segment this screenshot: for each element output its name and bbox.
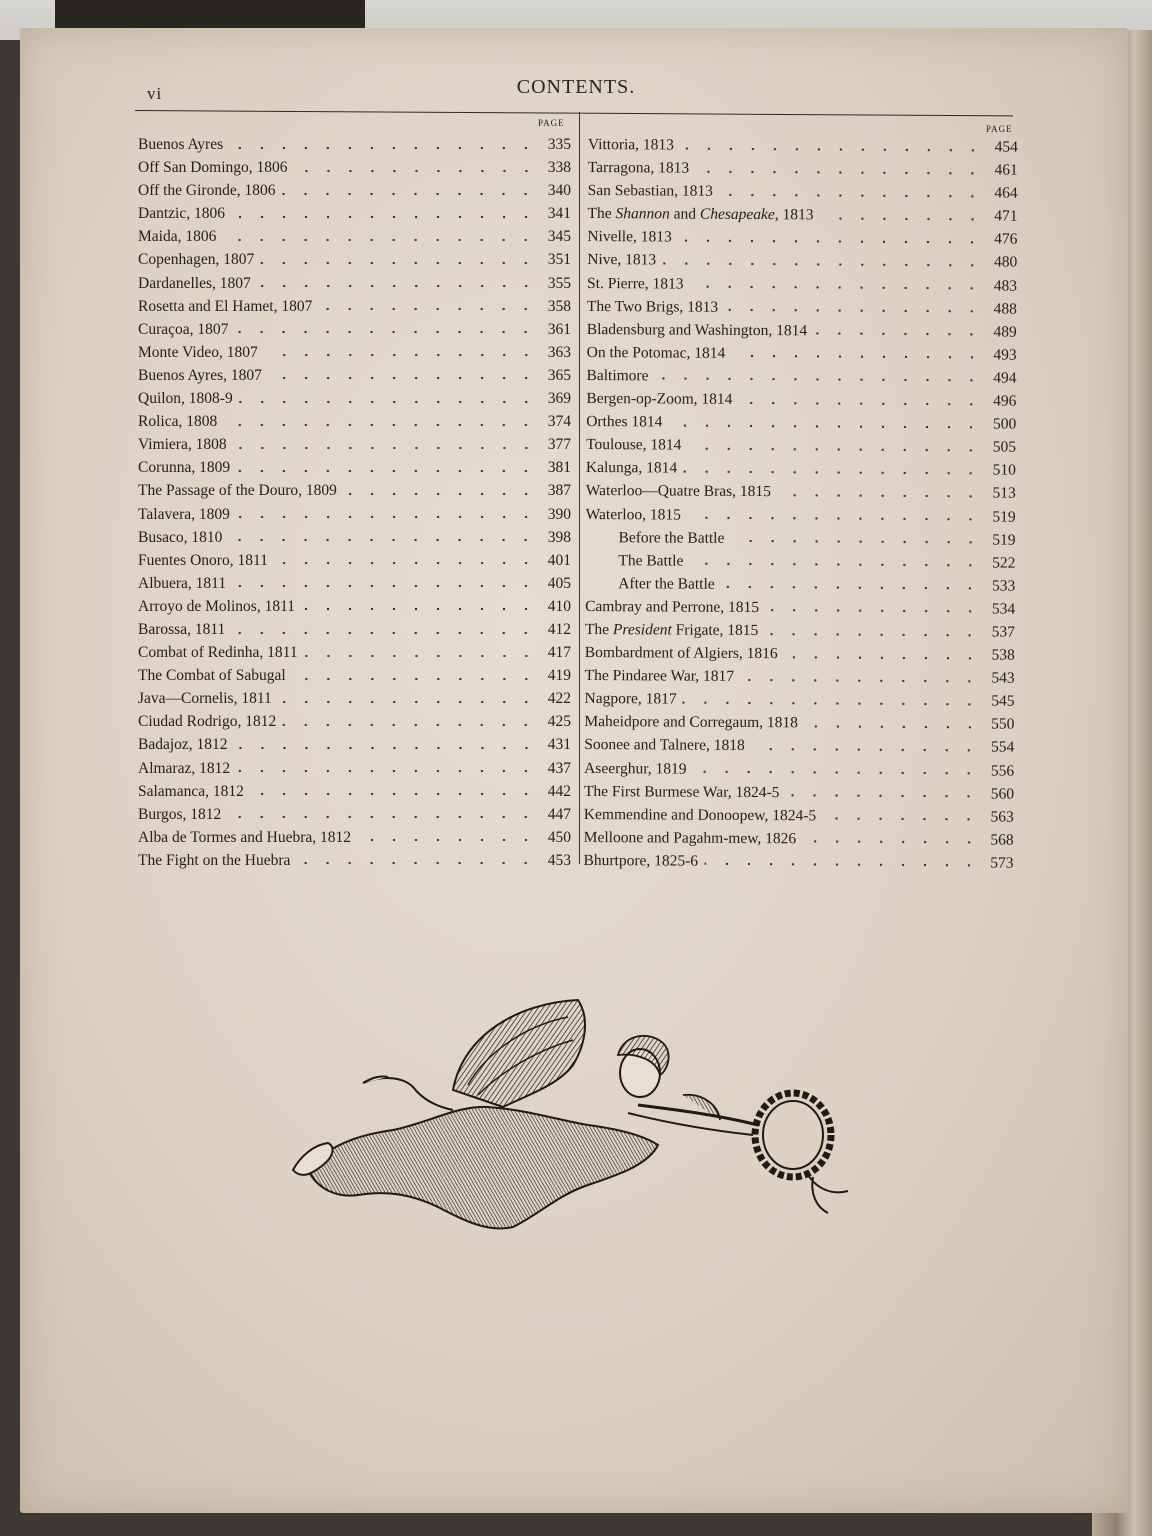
toc-entry xyxy=(138,456,571,479)
toc-entry-title: Orthes 1814 xyxy=(586,413,663,431)
toc-entry-title: Vimiera, 1808 xyxy=(138,436,227,454)
dot-leader xyxy=(689,562,981,568)
dot-leader xyxy=(257,284,537,288)
toc-entry xyxy=(587,295,1017,321)
dot-leader xyxy=(234,746,537,750)
toc-entry xyxy=(138,272,571,295)
toc-entry-title: Bergen-op-Zoom, 1814 xyxy=(586,390,733,408)
toc-entry-page: 419 xyxy=(547,667,571,685)
toc-entry xyxy=(138,248,571,271)
dot-leader xyxy=(731,354,982,360)
toc-entry xyxy=(138,780,571,803)
toc-entry-title: Kemmendine and Donoopew, 1824-5 xyxy=(583,805,817,825)
toc-entry-title: Arroyo de Molinos, 1811 xyxy=(138,597,295,615)
toc-entry-page: 447 xyxy=(547,805,571,823)
toc-entry-title: Waterloo, 1815 xyxy=(585,505,681,524)
toc-entry-title: Off the Gironde, 1806 xyxy=(138,182,276,200)
toc-entry xyxy=(138,618,571,641)
dot-leader xyxy=(264,353,537,357)
toc-entry xyxy=(138,479,571,502)
toc-entry xyxy=(584,687,1014,713)
toc-entry xyxy=(138,849,571,872)
toc-entry-page: 543 xyxy=(991,669,1015,687)
toc-entry-title: The Passage of the Douro, 1809 xyxy=(138,482,337,500)
dot-leader xyxy=(357,838,537,842)
toc-entry xyxy=(585,641,1015,667)
dot-leader xyxy=(668,423,982,429)
toc-entry-page: 519 xyxy=(992,531,1016,549)
toc-entry-title: Busaco, 1810 xyxy=(138,528,223,546)
toc-entry-page: 340 xyxy=(547,182,571,200)
dot-leader xyxy=(683,469,982,475)
toc-entry xyxy=(138,803,571,826)
toc-entry xyxy=(586,387,1016,413)
column-divider xyxy=(579,112,580,864)
dot-leader xyxy=(804,724,981,729)
ship-name: Chesapeake xyxy=(699,205,775,224)
dot-leader xyxy=(318,307,537,311)
toc-entry-title: Dardanelles, 1807 xyxy=(138,274,251,292)
dot-leader xyxy=(296,861,537,865)
toc-entry-page: 398 xyxy=(547,528,571,546)
toc-entry-title: Quilon, 1808-9 xyxy=(138,390,233,408)
toc-entry-page: 450 xyxy=(547,828,571,846)
toc-entry xyxy=(587,318,1017,344)
toc-entry-title: Ciudad Rodrigo, 1812 xyxy=(138,713,277,731)
toc-entry-page: 554 xyxy=(990,738,1015,757)
toc-entry xyxy=(138,387,571,410)
dot-leader xyxy=(281,192,537,196)
toc-entry-page: 412 xyxy=(547,620,571,638)
dot-leader xyxy=(683,700,981,706)
toc-entry-title: Waterloo—Quatre Bras, 1815 xyxy=(585,482,772,501)
toc-entry-page: 538 xyxy=(991,646,1015,664)
dot-leader xyxy=(231,631,537,635)
toc-entry-page: 390 xyxy=(547,505,571,523)
dot-leader xyxy=(250,792,537,796)
toc-entry-page: 534 xyxy=(991,600,1016,618)
dot-leader xyxy=(662,261,983,267)
toc-entry-title: Vittoria, 1813 xyxy=(587,135,675,154)
toc-entry-title: Buenos Ayres, 1807 xyxy=(138,366,262,384)
toc-entry-page: 454 xyxy=(994,138,1018,156)
toc-entry-title: Fuentes Onoro, 1811 xyxy=(138,551,268,569)
dot-leader xyxy=(268,376,537,380)
toc-entry xyxy=(138,179,571,202)
toc-entry xyxy=(586,479,1016,505)
title-part: The xyxy=(587,205,616,223)
toc-entry xyxy=(584,757,1014,783)
dot-leader xyxy=(730,539,981,545)
dot-leader xyxy=(227,815,537,819)
dot-leader xyxy=(687,516,982,522)
toc-entry xyxy=(138,664,571,687)
toc-entry xyxy=(584,733,1014,759)
toc-entry-page: 422 xyxy=(547,690,571,708)
toc-entry-page: 437 xyxy=(547,759,571,777)
toc-entry-page: 335 xyxy=(547,136,571,153)
dot-leader xyxy=(678,238,984,244)
dot-leader xyxy=(232,584,537,588)
dot-leader xyxy=(693,770,981,776)
toc-entry-page: 556 xyxy=(990,762,1015,780)
toc-entry-title: Almaraz, 1812 xyxy=(138,759,231,777)
toc-entry-page: 494 xyxy=(993,369,1017,387)
toc-entry-page: 338 xyxy=(547,159,571,177)
toc-entry-title: Salamanca, 1812 xyxy=(138,782,244,800)
toc-entry xyxy=(584,826,1014,852)
toc-entry xyxy=(586,364,1016,390)
toc-entry-page: 417 xyxy=(547,644,571,662)
dot-leader xyxy=(236,769,537,773)
toc-entry xyxy=(138,364,571,387)
dot-leader xyxy=(654,377,982,383)
toc-entry-page: 480 xyxy=(993,253,1018,272)
toc-entry-page: 500 xyxy=(992,415,1017,433)
toc-entry-title: Combat of Redinha, 1811 xyxy=(138,644,298,662)
dot-leader xyxy=(301,607,537,611)
dot-leader xyxy=(785,793,980,798)
title-part: The xyxy=(584,620,614,639)
toc-entry-title: Bombardment of Algiers, 1816 xyxy=(584,644,778,663)
toc-entry-title: Maheidpore and Corregaum, 1818 xyxy=(584,713,798,732)
toc-entry-page: 550 xyxy=(991,715,1015,733)
dot-leader xyxy=(231,215,537,219)
toc-entry-title: Nagpore, 1817 xyxy=(584,690,677,708)
toc-entry-page: 489 xyxy=(993,323,1017,341)
toc-entry xyxy=(138,733,571,756)
toc-entry-page: 483 xyxy=(993,277,1018,295)
dot-leader xyxy=(233,446,537,450)
dot-leader xyxy=(687,446,982,452)
toc-entry-title: The First Burmese War, 1824-5 xyxy=(583,782,780,801)
dot-leader xyxy=(236,515,537,519)
toc-entry-title: Soonee and Talnere, 1818 xyxy=(584,736,745,755)
toc-entry-page: 453 xyxy=(547,851,571,869)
title-part: and xyxy=(669,205,700,223)
toc-entry-page: 381 xyxy=(547,459,571,477)
toc-entry xyxy=(138,156,571,179)
toc-entry xyxy=(585,618,1015,644)
toc-entry-page: 513 xyxy=(992,484,1016,503)
toc-entry-title: Nive, 1813 xyxy=(587,251,657,269)
dot-leader xyxy=(234,330,537,334)
toc-entry xyxy=(138,757,571,780)
toc-entry xyxy=(138,572,571,595)
toc-entry-title xyxy=(585,618,758,642)
dot-leader xyxy=(274,561,537,565)
toc-entry xyxy=(588,156,1018,182)
toc-entry-title: Dantzic, 1806 xyxy=(138,205,225,223)
toc-entry xyxy=(585,664,1015,690)
toc-entry xyxy=(138,225,571,248)
toc-entry xyxy=(585,526,1015,552)
toc-entry-page: 537 xyxy=(991,623,1016,641)
toc-entry-page: 341 xyxy=(547,205,571,223)
dot-leader xyxy=(239,400,537,404)
toc-entry-title: San Sebastian, 1813 xyxy=(587,182,713,200)
dot-leader xyxy=(738,401,982,406)
toc-entry-title: Melloone and Pagahm-mew, 1826 xyxy=(583,828,797,848)
toc-entry-title: Off San Domingo, 1806 xyxy=(138,159,288,177)
toc-entry xyxy=(585,549,1015,575)
toc-entry xyxy=(584,710,1014,736)
toc-entry-page: 464 xyxy=(994,184,1018,202)
toc-entry-title: The Two Brigs, 1813 xyxy=(586,297,719,316)
dot-leader xyxy=(784,655,981,660)
toc-entry-page: 345 xyxy=(547,228,571,246)
toc-entry xyxy=(586,456,1016,482)
toc-entry-page: 377 xyxy=(547,436,571,454)
dot-leader xyxy=(343,492,537,496)
toc-entry xyxy=(586,502,1016,528)
ship-name: Shannon xyxy=(615,205,670,223)
toc-entry-title: Bladensburg and Washington, 1814 xyxy=(586,320,808,340)
toc-entry xyxy=(138,826,571,849)
toc-entry-title: The Battle xyxy=(618,551,684,570)
page-column-label-right: PAGE xyxy=(986,124,1013,134)
toc-entry xyxy=(583,849,1013,875)
toc-entry-page: 493 xyxy=(993,346,1017,364)
toc-entry xyxy=(138,410,571,433)
dot-leader xyxy=(822,817,980,822)
toc-entry xyxy=(138,318,571,341)
toc-entry-page: 365 xyxy=(547,366,571,384)
toc-entry xyxy=(588,179,1018,205)
toc-entry xyxy=(138,433,571,456)
toc-entry-page: 410 xyxy=(547,597,571,615)
page-number: vi xyxy=(147,84,163,103)
dot-leader xyxy=(222,238,537,242)
dot-leader xyxy=(223,423,537,427)
dot-leader xyxy=(724,308,983,314)
toc-entry-title: Corunna, 1809 xyxy=(138,459,231,477)
toc-entry xyxy=(584,780,1014,806)
dot-leader xyxy=(304,654,537,658)
toc-entry-page: 522 xyxy=(992,554,1016,572)
toc-entry-page: 471 xyxy=(994,207,1018,225)
toc-entry-title: Alba de Tormes and Huebra, 1812 xyxy=(138,828,351,846)
flying-angel-with-wreath-icon xyxy=(288,995,873,1235)
toc-entry-page: 488 xyxy=(993,300,1017,318)
toc-entry xyxy=(138,295,571,318)
toc-entry-page: 425 xyxy=(547,713,571,731)
dot-leader xyxy=(704,862,980,868)
toc-entry-page: 510 xyxy=(992,461,1016,479)
dot-leader xyxy=(764,632,981,637)
toc-entry-page: 568 xyxy=(990,831,1014,849)
toc-entry-title: Rosetta and El Hamet, 1807 xyxy=(138,297,313,315)
dot-leader xyxy=(819,216,983,221)
toc-entry-page: 361 xyxy=(547,320,571,338)
toc-entry xyxy=(138,202,571,225)
toc-entry-page: 355 xyxy=(547,274,571,292)
toc-entry xyxy=(138,341,571,364)
title-part: Frigate, 1815 xyxy=(671,621,759,640)
dot-leader xyxy=(294,169,537,173)
toc-entry-title: Rolica, 1808 xyxy=(138,413,218,431)
toc-entry-title: Aseerghur, 1819 xyxy=(584,759,687,778)
toc-entry-page: 476 xyxy=(994,230,1018,248)
toc-entry-title: Copenhagen, 1807 xyxy=(138,251,255,269)
toc-entry-title xyxy=(587,202,813,226)
toc-entry-page: 545 xyxy=(991,692,1015,710)
toc-entry-title: Nivelle, 1813 xyxy=(587,228,672,246)
toc-entry-title: Cambray and Perrone, 1815 xyxy=(585,597,760,616)
toc-entry-page: 369 xyxy=(547,390,571,408)
dot-leader xyxy=(695,169,984,175)
toc-entry-title: On the Potomac, 1814 xyxy=(586,343,726,362)
toc-entry-title: Burgos, 1812 xyxy=(138,805,222,823)
toc-entry xyxy=(138,687,571,710)
contents-column-right xyxy=(583,133,1018,875)
toc-entry-title: Java—Cornelis, 1811 xyxy=(138,690,272,708)
toc-entry-title: Monte Video, 1807 xyxy=(138,343,258,361)
toc-entry-title: The Pindaree War, 1817 xyxy=(584,667,735,686)
toc-entry-page: 461 xyxy=(994,161,1018,179)
toc-entry-title: Curaçoa, 1807 xyxy=(138,320,229,338)
toc-entry-title: Baltimore xyxy=(586,366,649,385)
title-part: , 1813 xyxy=(774,206,814,224)
toc-entry-title: Talavera, 1809 xyxy=(138,505,230,523)
toc-entry-page: 374 xyxy=(547,413,571,431)
dot-leader xyxy=(719,193,984,199)
toc-entry-page: 387 xyxy=(547,482,571,500)
dot-leader xyxy=(228,538,537,542)
toc-entry xyxy=(584,803,1014,829)
dot-leader xyxy=(680,146,984,152)
page-title: CONTENTS. xyxy=(516,76,636,98)
toc-entry xyxy=(587,202,1017,228)
toc-entry-title: Maida, 1806 xyxy=(138,228,217,246)
toc-entry xyxy=(587,248,1017,274)
dot-leader xyxy=(802,840,980,845)
toc-entry-page: 560 xyxy=(990,785,1015,803)
toc-entry-title: Buenos Ayres xyxy=(138,136,224,153)
toc-entry-title: The Fight on the Huebra xyxy=(138,851,291,869)
toc-entry-page: 442 xyxy=(547,782,571,800)
toc-entry-page: 401 xyxy=(547,551,571,569)
dot-leader xyxy=(260,261,537,265)
dot-leader xyxy=(236,469,537,473)
page-column-label-left: PAGE xyxy=(538,118,565,128)
dot-leader xyxy=(278,700,537,704)
toc-entry-page: 358 xyxy=(547,297,571,315)
toc-entry-page: 519 xyxy=(992,507,1016,526)
dot-leader xyxy=(740,678,981,683)
toc-entry xyxy=(585,595,1015,621)
dot-leader xyxy=(765,609,981,614)
toc-entry xyxy=(586,433,1016,459)
toc-entry-page: 496 xyxy=(993,392,1017,410)
dot-leader xyxy=(751,747,981,752)
toc-entry-title: St. Pierre, 1813 xyxy=(587,274,684,293)
dot-leader xyxy=(721,585,982,591)
toc-entry-title: Kalunga, 1814 xyxy=(585,459,678,477)
toc-entry-title: Badajoz, 1812 xyxy=(138,736,228,754)
dot-leader xyxy=(689,285,983,291)
toc-entry-page: 363 xyxy=(547,343,571,361)
dot-leader xyxy=(292,677,537,681)
toc-entry-page: 351 xyxy=(547,251,571,269)
toc-entry-title: Tarragona, 1813 xyxy=(587,159,690,177)
toc-entry xyxy=(587,272,1017,298)
toc-entry xyxy=(138,641,571,664)
toc-entry-title: Toulouse, 1814 xyxy=(586,436,682,454)
toc-entry xyxy=(138,503,571,526)
dot-leader xyxy=(229,146,537,150)
toc-entry xyxy=(138,526,571,549)
dot-leader xyxy=(777,493,982,498)
contents-column-left xyxy=(138,133,571,872)
dot-leader xyxy=(813,332,983,337)
toc-entry xyxy=(138,133,571,156)
toc-entry-title: Before the Battle xyxy=(618,528,725,547)
toc-entry-page: 573 xyxy=(990,854,1014,872)
toc-entry xyxy=(587,341,1017,367)
toc-entry-page: 431 xyxy=(547,736,571,754)
toc-entry xyxy=(587,225,1017,251)
toc-entry xyxy=(138,549,571,572)
dot-leader xyxy=(282,723,537,727)
toc-entry-page: 533 xyxy=(991,577,1016,595)
toc-entry-page: 563 xyxy=(990,808,1014,826)
toc-entry xyxy=(138,595,571,618)
toc-entry xyxy=(588,133,1018,159)
toc-entry-title: Barossa, 1811 xyxy=(138,620,226,638)
toc-entry-title: The Combat of Sabugal xyxy=(138,667,286,685)
toc-entry-page: 405 xyxy=(547,574,571,592)
toc-entry-title: After the Battle xyxy=(618,574,715,593)
toc-entry xyxy=(138,710,571,733)
toc-entry-title: Bhurtpore, 1825-6 xyxy=(583,851,699,870)
ship-name: President xyxy=(612,621,672,639)
toc-entry-page: 505 xyxy=(992,438,1017,456)
toc-entry xyxy=(586,410,1016,436)
toc-entry-title: Albuera, 1811 xyxy=(138,574,227,592)
toc-entry xyxy=(585,572,1015,598)
